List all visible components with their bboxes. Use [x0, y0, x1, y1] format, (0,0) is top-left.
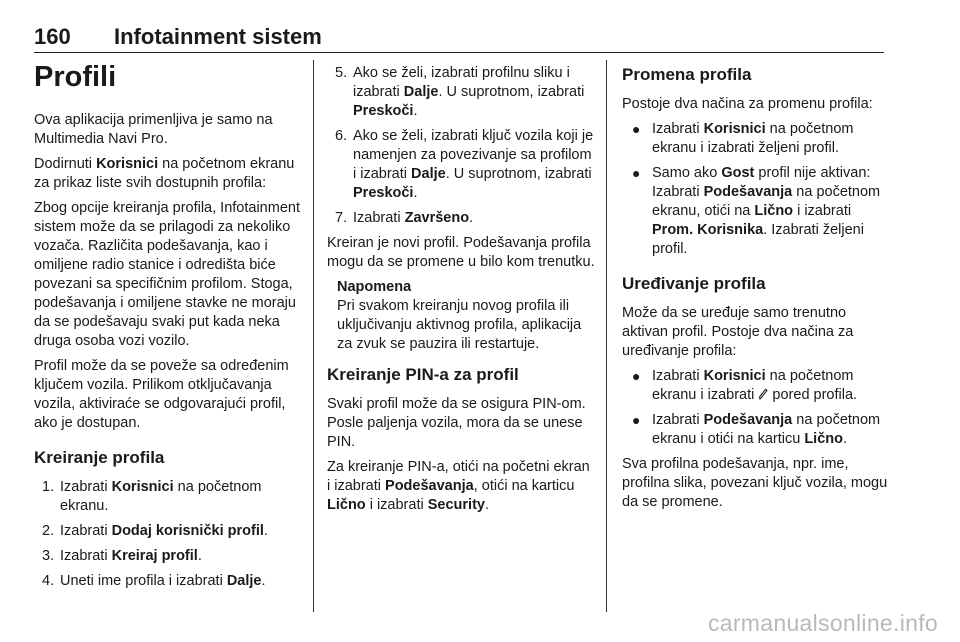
section-title: Uređivanje profila [622, 274, 766, 293]
ui-term: Podešavanja [703, 184, 793, 200]
steps-list [327, 64, 595, 228]
column-2 [327, 64, 595, 521]
paragraph [34, 155, 300, 193]
ui-term: Korisnici [703, 121, 766, 137]
paragraph [327, 458, 595, 515]
text: na početnom ekranu za prikaz liste svih dostupnih profila: [34, 156, 295, 191]
text: . [263, 523, 268, 539]
text: . Izabrati željeni profil. [652, 222, 864, 257]
text: na početnom ekranu. [60, 479, 262, 514]
step-number: 6. [335, 128, 348, 144]
ui-term: Dalje [226, 573, 262, 589]
column-divider [313, 60, 314, 612]
chapter-title: Infotainment sistem [114, 24, 322, 49]
list-item [34, 547, 300, 566]
ui-term: Lično [327, 497, 366, 513]
text: Uneti ime profila i izabrati [60, 573, 227, 589]
text: Izabrati [652, 368, 704, 384]
text: Izabrati [652, 412, 704, 428]
text: i izabrati [365, 497, 428, 513]
paragraph: Sva profilna podešavanja, npr. ime, profilna slika, povezani ključ vozila, mogu da se promene. [622, 456, 888, 510]
text: . U suprotnom, izabrati [438, 84, 585, 100]
list-item [622, 120, 890, 158]
section-title: Kreiranje PIN-a za profil [327, 365, 519, 384]
ui-term: Završeno [404, 210, 470, 226]
note-title: Napomena [337, 279, 412, 295]
watermark: carmanualsonline.info [707, 610, 938, 636]
bullet-icon: ● [632, 121, 641, 137]
text: pored profila. [768, 387, 858, 403]
text: Za kreiranje PIN-a, otići na početni ekran i izabrati [327, 459, 590, 494]
ui-term: Security [427, 497, 485, 513]
text: Ako se želi, izabrati ključ vozila koji je namenjen za povezivanje sa profilom i izabrati [353, 128, 594, 182]
paragraph: Postoje dva načina za promenu profila: [622, 96, 873, 112]
paragraph: Zbog opcije kreiranja profila, Infotainment sistem može da se prilagodi za nekoliko vozača. Različita podešavanja, kao i omiljene radio stanice i odredišta biće povezani sa specifičnim profilom. Stoga, podešavanja i omiljene stavke ne moraju da se podešavaju svaki put kada neka druga osoba vozi vozilo. [34, 200, 300, 349]
ui-term: Korisnici [96, 156, 159, 172]
text: Izabrati [652, 121, 704, 137]
text: na početnom ekranu, otići na [652, 184, 881, 219]
text: . [261, 573, 266, 589]
page-header [34, 22, 884, 53]
text: . [413, 103, 418, 119]
paragraph: Svaki profil može da se osigura PIN-om. Posle paljenja vozila, mora da se unese PIN. [327, 396, 586, 450]
text: . [197, 548, 202, 564]
text: , otići na karticu [473, 478, 575, 494]
bullet-list [622, 367, 890, 449]
list-item [622, 411, 890, 449]
text: . [484, 497, 489, 513]
text: . [843, 431, 848, 447]
ui-term: Kreiraj profil [111, 548, 198, 564]
bullet-icon: ● [632, 368, 641, 384]
paragraph: Profil može da se poveže sa određenim ključem vozila. Prilikom otključavanja vozila, aktiviraće se odgovarajući profil, ako je dostupan. [34, 358, 289, 431]
note-box [327, 278, 595, 354]
section-title: Kreiranje profila [34, 448, 165, 467]
ui-term: Prom. Korisnika [652, 222, 764, 238]
list-item [622, 164, 890, 259]
page-number: 160 [34, 24, 71, 49]
step-number: 4. [42, 573, 55, 589]
text: Dodirnuti [34, 156, 97, 172]
ui-term: Preskoči [353, 103, 414, 119]
pencil-icon [758, 388, 768, 400]
list-item [622, 367, 890, 405]
text: Izabrati [60, 523, 112, 539]
steps-list [34, 478, 300, 591]
text: Izabrati [60, 548, 112, 564]
ui-term: Korisnici [703, 368, 766, 384]
ui-term: Gost [721, 165, 755, 181]
column-3 [622, 64, 890, 518]
ui-term: Lično [804, 431, 843, 447]
text: . U suprotnom, izabrati [445, 166, 592, 182]
ui-term: Dalje [403, 84, 439, 100]
bullet-list [622, 120, 890, 259]
text: na početnom ekranu i izabrati željeni profil. [652, 121, 854, 156]
text: profil nije aktivan: Izabrati [652, 165, 871, 200]
ui-term: Preskoči [353, 185, 414, 201]
step-number: 7. [335, 210, 348, 226]
bullet-icon: ● [632, 412, 641, 428]
list-item [34, 522, 300, 541]
paragraph: Može da se uređuje samo trenutno aktivan profil. Postoje dva načina za uređivanje profila: [622, 305, 854, 359]
text: i izabrati [793, 203, 852, 219]
step-number: 2. [42, 523, 55, 539]
text: na početnom ekranu i otići na karticu [652, 412, 881, 447]
text: . [413, 185, 418, 201]
ui-term: Dalje [411, 166, 446, 182]
paragraph: Ova aplikacija primenljiva je samo na Multimedia Navi Pro. [34, 112, 273, 147]
step-number: 3. [42, 548, 55, 564]
list-item [34, 478, 300, 516]
ui-term: Korisnici [111, 479, 174, 495]
list-item [327, 64, 595, 121]
note-text: Pri svakom kreiranju novog profila ili uključivanju aktivnog profila, aplikacija za zvuk se pauzira ili restartuje. [337, 298, 582, 352]
section-title: Promena profila [622, 65, 752, 84]
column-1 [34, 60, 300, 597]
text: na početnom ekranu i izabrati [652, 368, 854, 403]
column-divider [606, 60, 607, 612]
ui-term: Lično [754, 203, 794, 219]
text: Samo ako [652, 165, 722, 181]
ui-term: Dodaj korisnički profil [111, 523, 264, 539]
page-title: Profili [34, 61, 117, 93]
list-item [34, 572, 300, 591]
ui-term: Podešavanja [385, 478, 474, 494]
step-number: 5. [335, 65, 348, 81]
bullet-icon: ● [632, 165, 641, 181]
text: Izabrati [353, 210, 405, 226]
text: Ako se želi, izabrati profilnu sliku i izabrati [353, 65, 570, 100]
step-number: 1. [42, 479, 55, 495]
text: . [469, 210, 474, 226]
list-item [327, 209, 595, 228]
ui-term: Podešavanja [703, 412, 793, 428]
list-item [327, 127, 595, 203]
paragraph: Kreiran je novi profil. Podešavanja profila mogu da se promene u bilo kom trenutku. [327, 235, 595, 270]
text: Izabrati [60, 479, 112, 495]
